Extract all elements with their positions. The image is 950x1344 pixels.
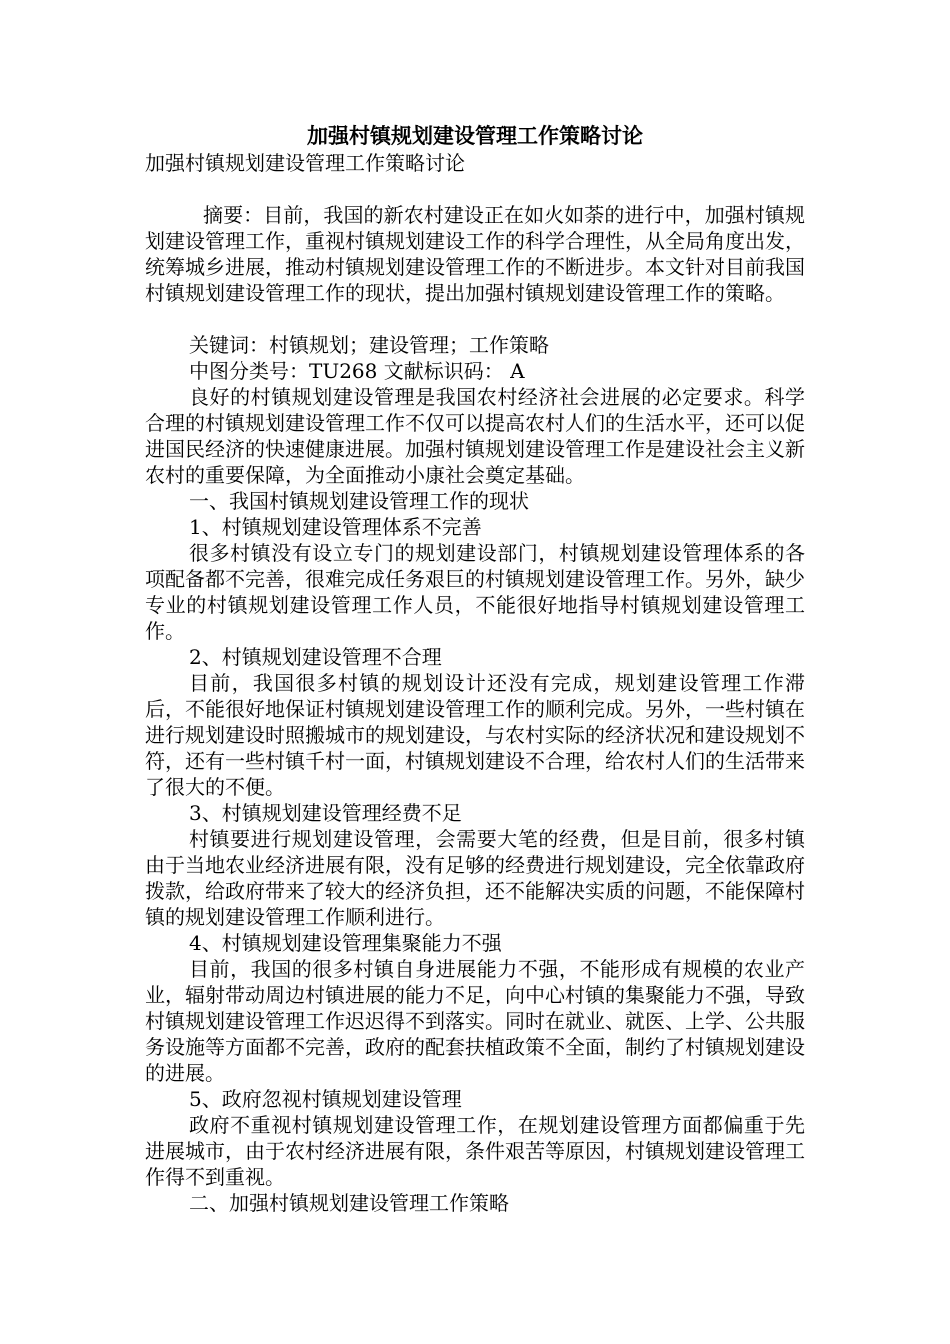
abstract-paragraph: 摘要：目前，我国的新农村建设正在如火如荼的进行中，加强村镇规划建设管理工作，重视村镇规划建设工作的科学合理性，从全局角度出发，统筹城乡进展，推动村镇规划建设管理工作的不断进步。本文针对目前我国村镇规划建设管理工作的现状，提出加强村镇规划建设管理工作的策略。 [145, 203, 805, 305]
subsection-3-paragraph: 村镇要进行规划建设管理，会需要大笔的经费，但是目前，很多村镇由于当地农业经济进展有限，没有足够的经费进行规划建设，完全依靠政府拨款，给政府带来了较大的经济负担，还不能解决实质的问题，不能保障村镇的规划建设管理工作顺利进行。 [145, 827, 805, 929]
subsection-5-paragraph: 政府不重视村镇规划建设管理工作，在规划建设管理方面都偏重于先进展城市，由于农村经济进展有限，条件艰苦等原因，村镇规划建设管理工作得不到重视。 [145, 1113, 805, 1189]
subsection-1-paragraph: 很多村镇没有设立专门的规划建设部门，村镇规划建设管理体系的各项配备都不完善，很难完成任务艰巨的村镇规划建设管理工作。另外，缺少专业的村镇规划建设管理工作人员，不能很好地指导村镇规划建设管理工作。 [145, 541, 805, 643]
subsection-2-heading: 2、村镇规划建设管理不合理 [189, 645, 442, 669]
section-2-heading: 二、加强村镇规划建设管理工作策略 [189, 1191, 509, 1215]
subsection-4-paragraph: 目前，我国的很多村镇自身进展能力不强，不能形成有规模的农业产业，辐射带动周边村镇进展的能力不足，向中心村镇的集聚能力不强，导致村镇规划建设管理工作迟迟得不到落实。同时在就业、就医、上学、公共服务设施等方面都不完善，政府的配套扶植政策不全面，制约了村镇规划建设的进展。 [145, 957, 805, 1085]
classification-line: 中图分类号：TU268 文献标识码： A [189, 359, 525, 383]
subsection-2-paragraph: 目前，我国很多村镇的规划设计还没有完成，规划建设管理工作滞后，不能很好地保证村镇规划建设管理工作的顺利完成。另外，一些村镇在进行规划建设时照搬城市的规划建设，与农村实际的经济状况和建设规划不符，还有一些村镇千村一面，村镇规划建设不合理，给农村人们的生活带来了很大的不便。 [145, 671, 805, 799]
section-1-heading: 一、我国村镇规划建设管理工作的现状 [189, 489, 529, 513]
document-subtitle: 加强村镇规划建设管理工作策略讨论 [145, 151, 465, 175]
subsection-1-heading: 1、村镇规划建设管理体系不完善 [189, 515, 482, 539]
subsection-5-heading: 5、政府忽视村镇规划建设管理 [189, 1087, 462, 1111]
subsection-4-heading: 4、村镇规划建设管理集聚能力不强 [189, 931, 502, 955]
document-title: 加强村镇规划建设管理工作策略讨论 [307, 123, 643, 148]
intro-paragraph: 良好的村镇规划建设管理是我国农村经济社会进展的必定要求。科学合理的村镇规划建设管理工作不仅可以提高农村人们的生活水平，还可以促进国民经济的快速健康进展。加强村镇规划建设管理工作是建设社会主义新农村的重要保障，为全面推动小康社会奠定基础。 [145, 385, 805, 487]
keywords-line: 关键词：村镇规划；建设管理；工作策略 [189, 333, 549, 357]
document-page [145, 122, 805, 1216]
subsection-3-heading: 3、村镇规划建设管理经费不足 [189, 801, 462, 825]
